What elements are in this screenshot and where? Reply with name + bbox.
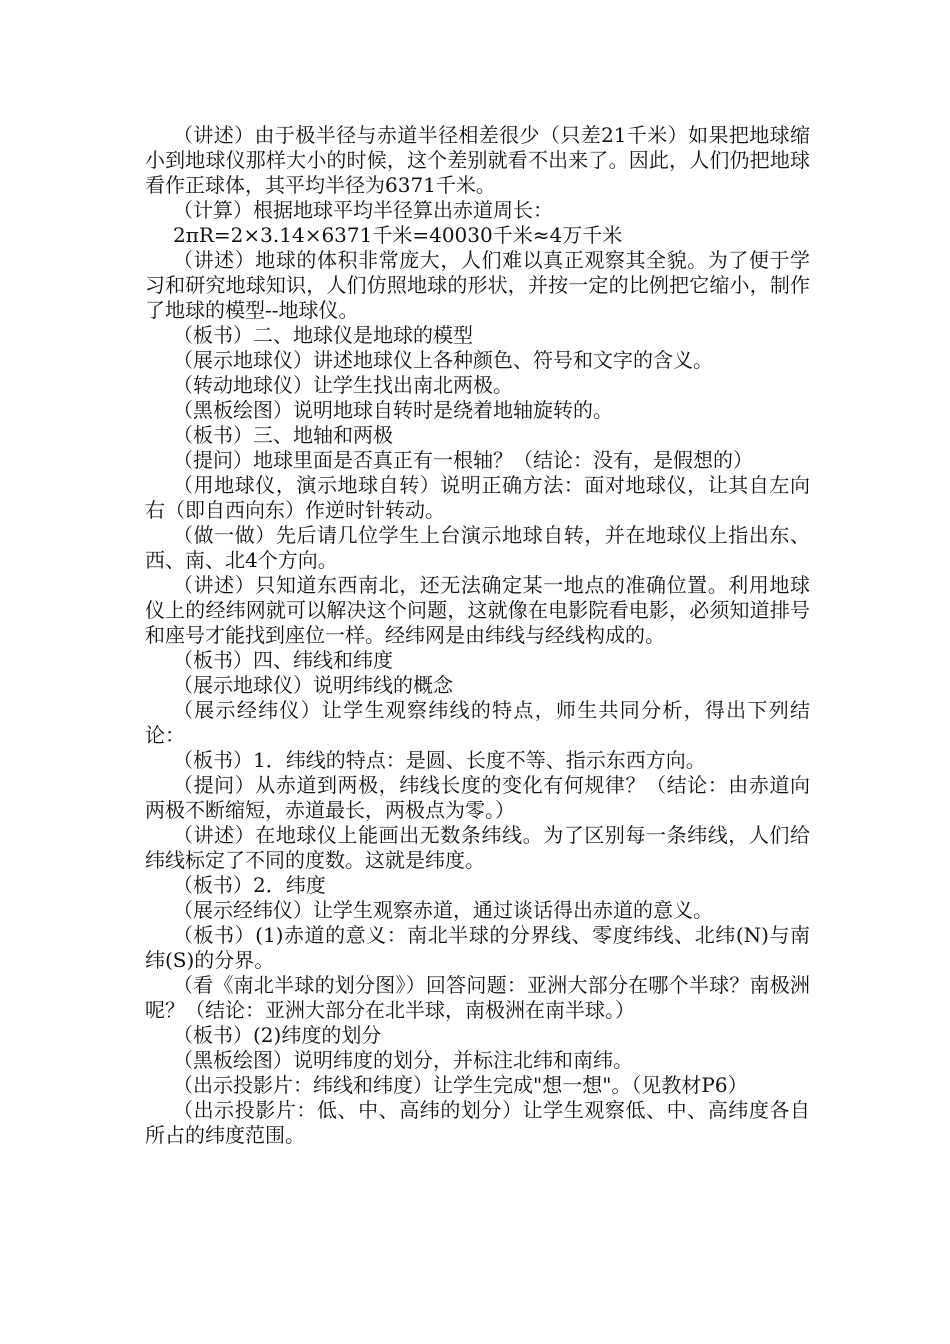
paragraph-formula: 2πR=2×3.14×6371千米=40030千米≈4万千米 <box>173 223 623 247</box>
paragraph-latitude-concept: （展示地球仪）说明纬线的概念 <box>173 673 453 697</box>
paragraph-question-axis: （提问）地球里面是否真正有一根轴？（结论：没有，是假想的） <box>173 448 753 472</box>
paragraph-observe-latitude: （展示经纬仪）让学生观察纬线的特点，师生共同分析，得出下列结论： <box>145 698 810 747</box>
paragraph-lecture-radius: （讲述）由于极半径与赤道半径相差很少（只差21千米）如果把地球缩小到地球仪那样大小的时候，这个差别就看不出来了。因此，人们仍把地球看作正球体，其平均半径为6371千米。 <box>145 123 810 197</box>
paragraph-rotate-globe: （转动地球仪）让学生找出南北两极。 <box>173 373 513 397</box>
paragraph-board-latitude: （板书）2．纬度 <box>173 873 326 897</box>
paragraph-board-equator-meaning: （板书）(1)赤道的意义：南北半球的分界线、零度纬线、北纬(N)与南纬(S)的分界。 <box>145 923 810 972</box>
paragraph-board-latitude-features: （板书）1．纬线的特点：是圆、长度不等、指示东西方向。 <box>173 748 706 772</box>
paragraph-lecture-grid: （讲述）只知道东西南北，还无法确定某一地点的准确位置。利用地球仪上的经纬网就可以解决这个问题，这就像在电影院看电影，必须知道排号和座号才能找到座位一样。经纬网是由纬线与经线构成的。 <box>145 573 810 647</box>
paragraph-board-heading-2: （板书）二、地球仪是地球的模型 <box>173 323 473 347</box>
paragraph-activity: （做一做）先后请几位学生上台演示地球自转，并在地球仪上指出东、西、南、北4个方向。 <box>145 523 810 572</box>
paragraph-hemisphere-map: （看《南北半球的划分图》）回答问题：亚洲大部分在哪个半球？南极洲呢？（结论：亚洲大部分在北半球，南极洲在南半球。） <box>145 973 810 1022</box>
paragraph-observe-equator: （展示经纬仪）让学生观察赤道，通过谈话得出赤道的意义。 <box>173 898 713 922</box>
paragraph-blackboard-axis: （黑板绘图）说明地球自转时是绕着地轴旋转的。 <box>173 398 613 422</box>
paragraph-blackboard-latitude: （黑板绘图）说明纬度的划分，并标注北纬和南纬。 <box>173 1048 633 1072</box>
paragraph-board-latitude-division: （板书）(2)纬度的划分 <box>173 1023 382 1047</box>
paragraph-show-globe: （展示地球仪）讲述地球仪上各种颜色、符号和文字的含义。 <box>173 348 713 372</box>
paragraph-lecture-degrees: （讲述）在地球仪上能画出无数条纬线。为了区别每一条纬线，人们给纬线标定了不同的度数。这就是纬度。 <box>145 823 810 872</box>
paragraph-demo-rotation: （用地球仪，演示地球自转）说明正确方法：面对地球仪，让其自左向右（即自西向东）作逆时针转动。 <box>145 473 810 522</box>
paragraph-calculation: （计算）根据地球平均半径算出赤道周长： <box>173 198 553 222</box>
paragraph-board-heading-3: （板书）三、地轴和两极 <box>173 423 393 447</box>
paragraph-lecture-globe-model: （讲述）地球的体积非常庞大，人们难以真正观察其全貌。为了便于学习和研究地球知识，人们仿照地球的形状，并按一定的比例把它缩小，制作了地球的模型--地球仪。 <box>145 248 810 322</box>
paragraph-question-length: （提问）从赤道到两极，纬线长度的变化有何规律？（结论：由赤道向两极不断缩短，赤道最长，两极点为零。） <box>145 773 810 822</box>
paragraph-slide-zones: （出示投影片：低、中、高纬的划分）让学生观察低、中、高纬度各自所占的纬度范围。 <box>145 1098 810 1147</box>
paragraph-slide-latitude: （出示投影片：纬线和纬度）让学生完成"想一想"。（见教材P6） <box>173 1073 748 1097</box>
document-page <box>145 123 810 1148</box>
paragraph-board-heading-4: （板书）四、纬线和纬度 <box>173 648 393 672</box>
